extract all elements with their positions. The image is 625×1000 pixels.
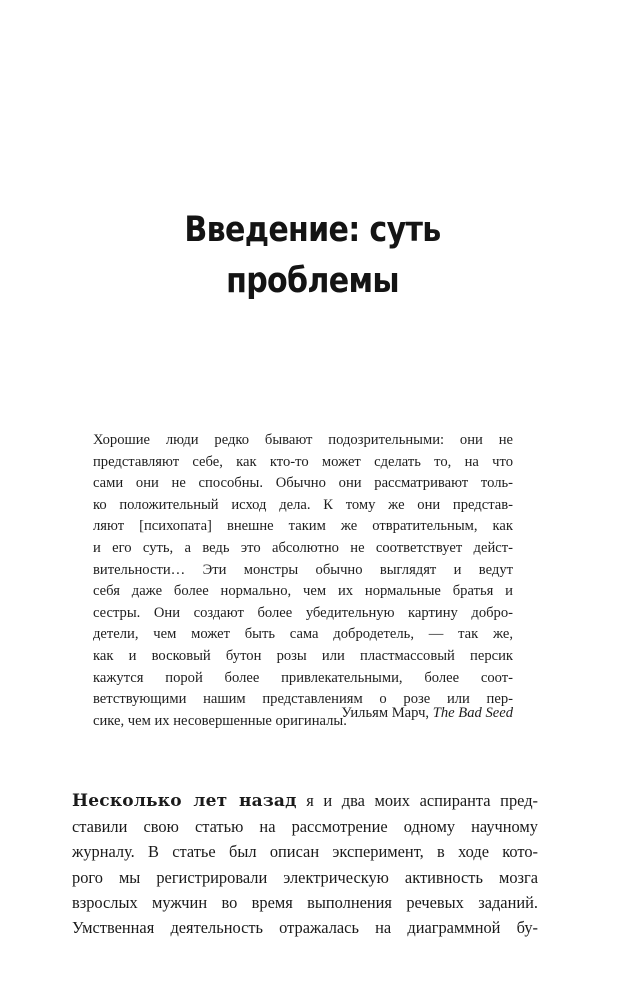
lead-in-phrase: Несколько лет назад bbox=[72, 791, 297, 811]
body-line: ставили свою статью на рассмотрение одному научному bbox=[72, 817, 538, 837]
epigraph-book-title: The Bad Seed bbox=[432, 705, 513, 721]
body-line: журналу. В статье был описан эксперимент, в ходе кото- bbox=[72, 842, 538, 862]
chapter-title bbox=[44, 205, 582, 307]
epigraph-line: детели, чем может быть сама добродетель, — так же, bbox=[93, 626, 513, 643]
epigraph-line: вительности… Эти монстры обычно выглядят и ведут bbox=[93, 561, 513, 578]
body-line-rest: я и два моих аспиранта пред- bbox=[296, 791, 538, 810]
epigraph-line: и его суть, а ведь это абсолютно не соответствует дейст- bbox=[93, 539, 513, 556]
epigraph bbox=[93, 430, 513, 732]
body-line: рого мы регистрировали электрическую активность мозга bbox=[72, 867, 538, 887]
epigraph-line: представляют себе, как кто-то может сделать то, на что bbox=[93, 453, 513, 470]
epigraph-line: ко положительный исход дела. К тому же они представ- bbox=[93, 496, 513, 513]
epigraph-author: Уильям Марч, bbox=[341, 705, 430, 721]
chapter-title-line-1: Введение: суть bbox=[184, 210, 441, 251]
body-line: Умственная деятельность отражалась на диаграммной бу- bbox=[72, 918, 538, 938]
epigraph-line: Хорошие люди редко бывают подозрительными: они не bbox=[93, 432, 513, 448]
epigraph-attribution bbox=[93, 703, 513, 725]
epigraph-line: ветствующими нашим представлениям о розе или пер- bbox=[93, 691, 513, 708]
epigraph-line: себя даже более нормально, чем их нормальные братья и bbox=[93, 583, 513, 600]
body-paragraph bbox=[72, 788, 538, 940]
epigraph-line: сами они не способны. Обычно они рассматривают толь- bbox=[93, 475, 513, 492]
epigraph-line: ляют [психопата] внешне таким же отвратительным, как bbox=[93, 518, 513, 535]
body-line bbox=[72, 788, 538, 814]
epigraph-line: сике, чем их несовершенные оригиналы. bbox=[93, 712, 347, 729]
epigraph-line: как и восковый бутон розы или пластмассовый персик bbox=[93, 647, 513, 664]
body-line: взрослых мужчин во время выполнения речевых заданий. bbox=[72, 892, 538, 912]
epigraph-line: кажутся порой более привлекательными, более соот- bbox=[93, 669, 513, 686]
epigraph-line: сестры. Они создают более убедительную картину добро- bbox=[93, 604, 513, 621]
chapter-title-line-2: проблемы bbox=[226, 261, 399, 302]
